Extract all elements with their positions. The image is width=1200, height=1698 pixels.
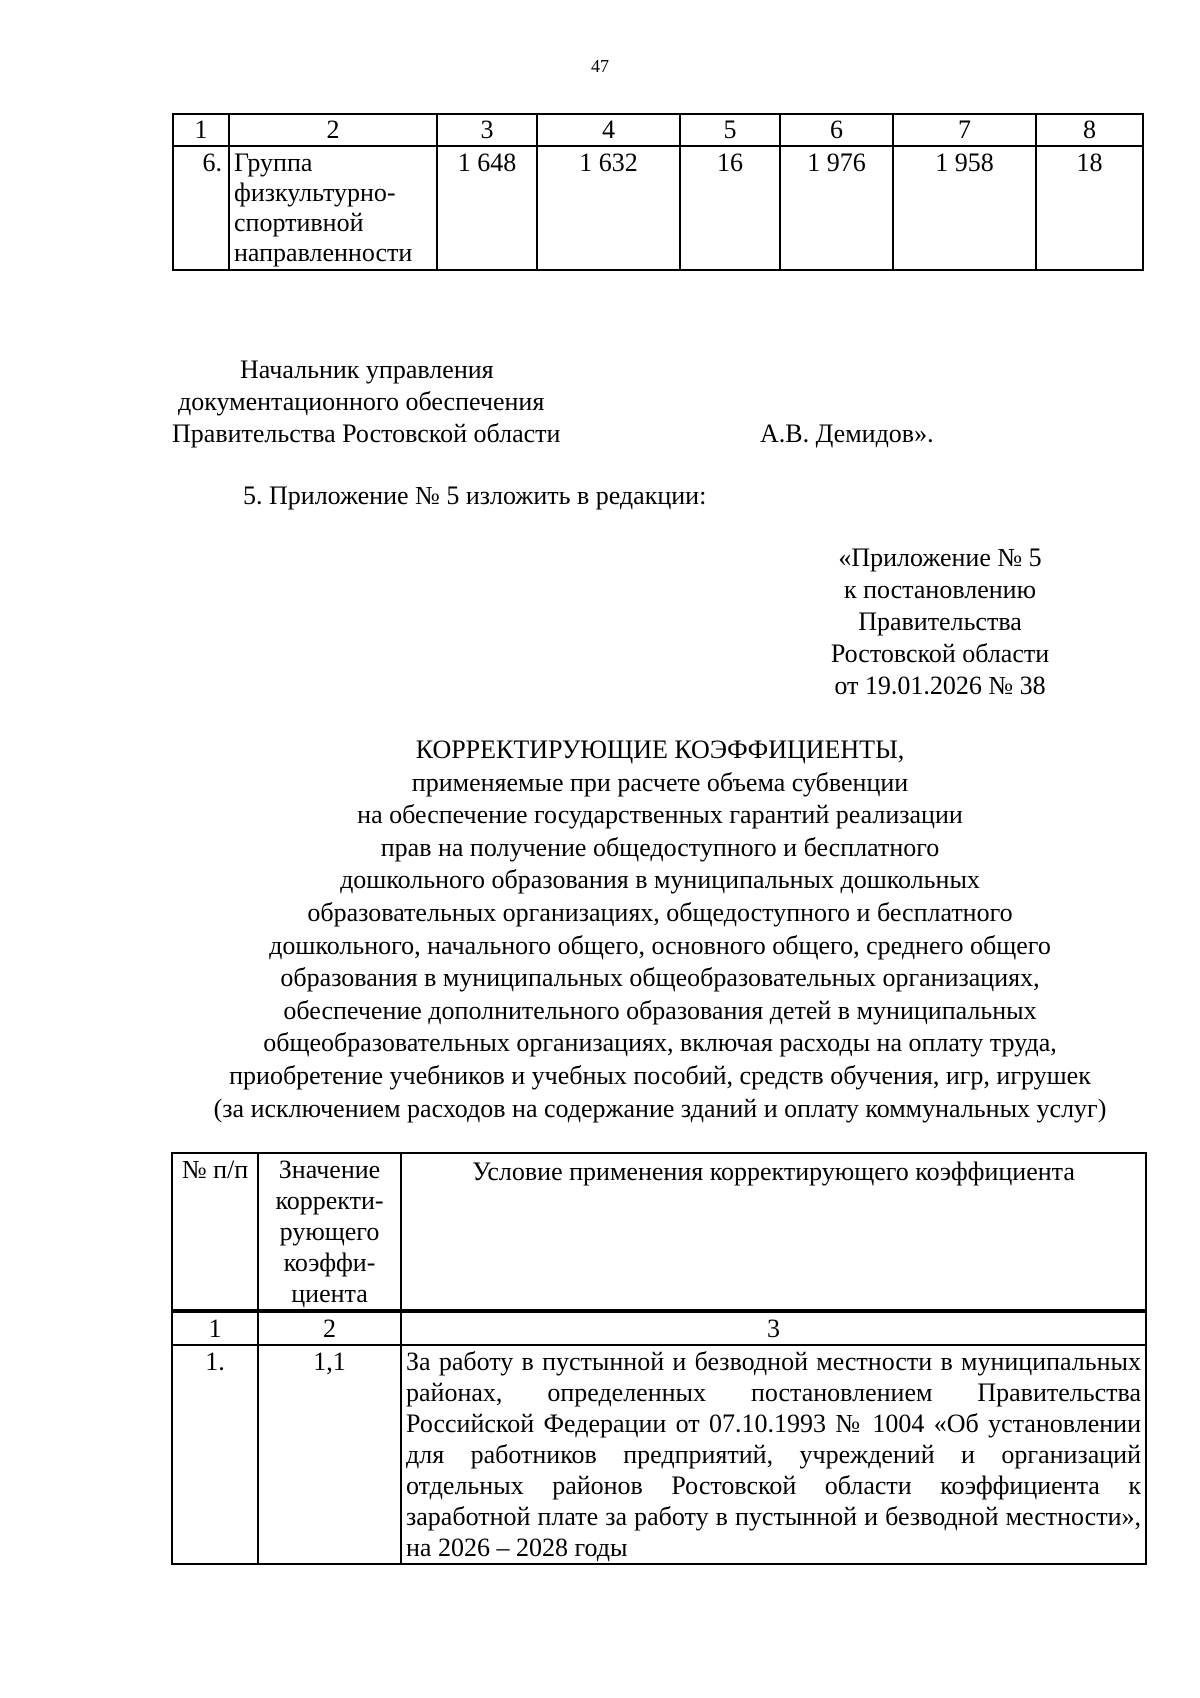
table-row [172,1345,1146,1564]
header-value: Значение корректи- рующего коэффи- циента [258,1153,401,1311]
heading-line: обеспечение дополнительного образования детей в муниципальных [283,995,1037,1025]
row-value: 1 632 [537,146,680,270]
signatory-name: А.В. Демидов». [760,419,934,448]
row-value: 18 [1036,146,1143,270]
table-header-row [173,114,1143,146]
heading-line: применяемые при расчете объема субвенции [411,767,909,797]
row-number: 1. [172,1345,258,1564]
appendix-line: Ростовской области [830,639,1050,668]
document-heading [160,734,1160,1125]
column-number: 1 [173,114,229,146]
appendix-line: Правительства [858,607,1022,636]
heading-line: общеобразовательных организациях, включая расходы на оплату труда, [263,1028,1057,1058]
row-name-line: Группа [234,148,313,177]
header-condition: Условие применения корректирующего коэффициента [401,1153,1146,1311]
heading-title: КОРРЕКТИРУЮЩИЕ КОЭФФИЦИЕНТЫ, [415,735,905,764]
signature-block [172,354,1122,450]
row-name-line: спортивной [234,208,364,237]
column-numbers-row [172,1311,1146,1345]
page-number: 47 [591,56,609,76]
column-number: 4 [537,114,680,146]
table-row [173,146,1143,270]
heading-line: приобретение учебников и учебных пособий, средств обучения, игр, игрушек [229,1060,1091,1090]
heading-line: на обеспечение государственных гарантий реализации [357,800,963,830]
column-number: 3 [437,114,537,146]
heading-line: дошкольного, начального общего, основного общего, среднего общего [269,930,1051,960]
coefficients-table [171,1152,1147,1565]
table-header-row [172,1153,1146,1311]
column-number: 7 [893,114,1036,146]
heading-line: образовательных организациях, общедоступного и бесплатного [307,897,1013,927]
column-number: 6 [780,114,893,146]
column-number: 1 [172,1311,258,1345]
row-value: 1 648 [437,146,537,270]
column-number: 5 [680,114,780,146]
item-5-text: 5. Приложение № 5 изложить в редакции: [243,481,707,510]
appendix-line: к постановлению [843,575,1037,604]
header-number: № п/п [172,1153,258,1311]
column-number: 3 [401,1311,1146,1345]
column-number: 2 [229,114,437,146]
row-value: 1 958 [893,146,1036,270]
signature-line: Начальник управления [240,355,494,384]
row-name-line: направленности [234,238,413,267]
heading-line: (за исключением расходов на содержание зданий и оплату коммунальных услуг) [213,1093,1107,1123]
continuation-table [172,113,1144,271]
coefficient-value: 1,1 [258,1345,401,1564]
condition-text: За работу в пустынной и безводной местности в муниципальных районах, определенных постановлением Правительства Российской Федерации от 07.10.1993 № 1004 «Об установлении для работников предприятий, учреждений и организаций отдельных районов Ростовской области коэффициента к заработной плате за работу в пустынной и безводной местности», на 2026 – 2028 годы [401,1345,1146,1564]
signature-line: документационного обеспечения [178,387,545,416]
appendix-reference [780,542,1180,702]
column-number: 8 [1036,114,1143,146]
row-value: 16 [680,146,780,270]
heading-line: прав на получение общедоступного и бесплатного [380,832,940,862]
row-name [229,146,437,270]
appendix-line: «Приложение № 5 [838,543,1042,572]
appendix-line: от 19.01.2026 № 38 [834,671,1046,700]
row-index: 6. [173,146,229,270]
heading-line: образования в муниципальных общеобразовательных организациях, [280,963,1040,993]
row-value: 1 976 [780,146,893,270]
row-name-line: физкультурно- [234,178,396,207]
signature-line: Правительства Ростовской области [172,419,561,448]
column-number: 2 [258,1311,401,1345]
heading-line: дошкольного образования в муниципальных дошкольных [340,865,980,895]
